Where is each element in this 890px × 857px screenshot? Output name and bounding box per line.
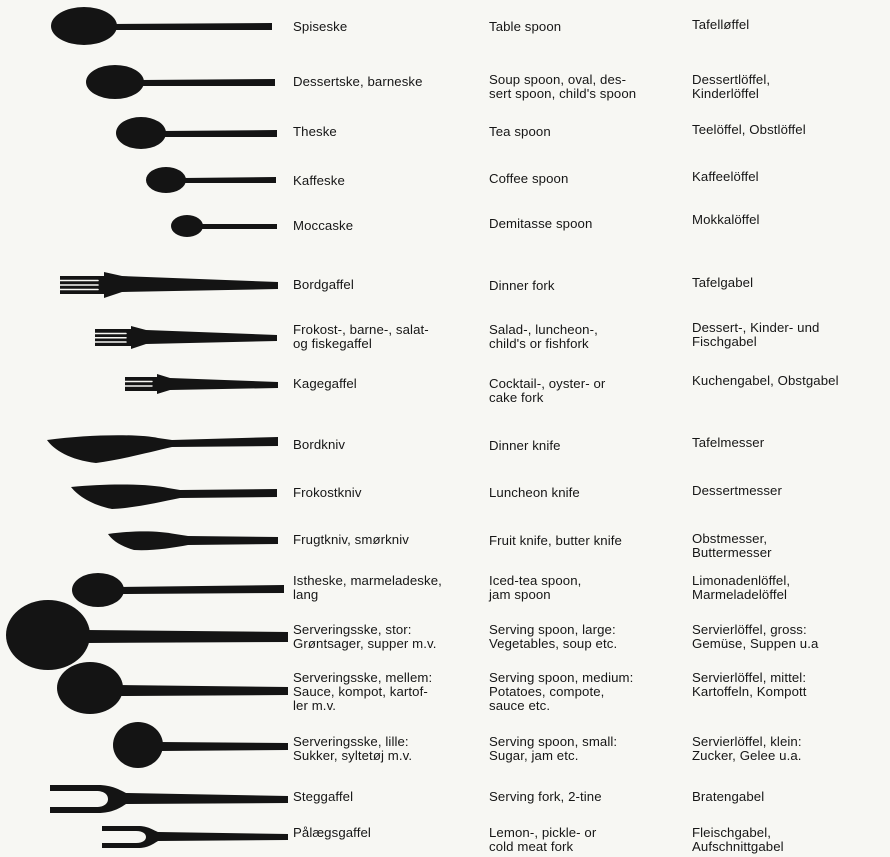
row-14-german: Servierlöffel, mittel: Kartoffeln, Kompott xyxy=(692,670,807,699)
medium-serving-spoon-drawing xyxy=(57,662,288,714)
row-15-english: Serving spoon, small: Sugar, jam etc. xyxy=(489,734,618,763)
row-4-german: Kaffeelöffel xyxy=(692,169,759,184)
row-15-german: Servierlöffel, klein: Zucker, Gelee u.a. xyxy=(692,734,802,763)
dessert-spoon-drawing xyxy=(86,65,275,99)
row-13-danish: Serveringsske, stor: Grøntsager, supper m.v. xyxy=(293,622,437,651)
row-7-danish: Frokost-, barne-, salat- og fiskegaffel xyxy=(293,322,429,351)
row-11-danish: Frugtkniv, smørkniv xyxy=(293,532,409,547)
row-8-german: Kuchengabel, Obstgabel xyxy=(692,373,839,388)
row-10-english: Luncheon knife xyxy=(489,485,580,500)
salad-fork-drawing xyxy=(93,326,277,349)
row-14-danish: Serveringsske, mellem: Sauce, kompot, kartof- ler m.v. xyxy=(293,670,433,713)
row-6-german: Tafelgabel xyxy=(692,275,754,290)
row-3-danish: Theske xyxy=(293,124,337,139)
row-4-english: Coffee spoon xyxy=(489,171,569,186)
row-16-danish: Steggaffel xyxy=(293,789,354,804)
dinner-knife-drawing xyxy=(47,435,278,463)
row-5-german: Mokkalöffel xyxy=(692,212,760,227)
demitasse-spoon-drawing xyxy=(171,215,277,237)
row-9-german: Tafelmesser xyxy=(692,435,765,450)
row-13-english: Serving spoon, large: Vegetables, soup etc. xyxy=(489,622,618,651)
coffee-spoon-drawing xyxy=(146,167,276,193)
cold-meat-fork-drawing xyxy=(102,826,288,848)
row-8-danish: Kagegaffel xyxy=(293,376,357,391)
row-16-german: Bratengabel xyxy=(692,789,765,804)
row-16-english: Serving fork, 2-tine xyxy=(489,789,602,804)
row-14-english: Serving spoon, medium: Potatoes, compote, sauce etc. xyxy=(489,670,634,713)
fruit-knife-drawing xyxy=(108,531,278,550)
row-7-english: Salad-, luncheon-, child's or fishfork xyxy=(489,322,598,351)
row-10-german: Dessertmesser xyxy=(692,483,782,498)
small-serving-spoon-drawing xyxy=(113,722,288,768)
row-9-danish: Bordkniv xyxy=(293,437,346,452)
row-3-german: Teelöffel, Obstlöffel xyxy=(692,122,806,137)
row-2-german: Dessertlöffel, Kinderlöffel xyxy=(692,72,771,101)
row-13-german: Servierlöffel, gross: Gemüse, Suppen u.a xyxy=(692,622,819,651)
row-8-english: Cocktail-, oyster- or cake fork xyxy=(489,376,606,405)
row-17-danish: Pålægsgaffel xyxy=(293,825,371,840)
row-12-danish: Istheske, marmeladeske, lang xyxy=(293,573,442,602)
luncheon-knife-drawing xyxy=(71,484,277,509)
dinner-fork-drawing xyxy=(58,272,278,298)
row-17-english: Lemon-, pickle- or cold meat fork xyxy=(489,825,597,854)
large-serving-spoon-drawing xyxy=(6,600,288,670)
row-2-danish: Dessertske, barneske xyxy=(293,74,423,89)
row-6-danish: Bordgaffel xyxy=(293,277,354,292)
cake-fork-drawing xyxy=(123,374,278,394)
row-10-danish: Frokostkniv xyxy=(293,485,362,500)
row-1-english: Table spoon xyxy=(489,19,562,34)
row-5-english: Demitasse spoon xyxy=(489,216,593,231)
row-12-english: Iced-tea spoon, jam spoon xyxy=(489,573,582,602)
table-spoon-drawing xyxy=(51,7,272,45)
row-1-danish: Spiseske xyxy=(293,19,348,34)
row-7-german: Dessert-, Kinder- und Fischgabel xyxy=(692,320,820,349)
row-15-danish: Serveringsske, lille: Sukker, syltetøj m.v. xyxy=(293,734,413,763)
row-11-german: Obstmesser, Buttermesser xyxy=(692,531,772,560)
serving-fork-2-tine-drawing xyxy=(50,785,288,813)
row-2-english: Soup spoon, oval, des- sert spoon, child's spoon xyxy=(489,72,637,101)
iced-tea-spoon-drawing xyxy=(72,573,284,607)
row-12-german: Limonadenlöffel, Marmeladelöffel xyxy=(692,573,791,602)
row-9-english: Dinner knife xyxy=(489,438,561,453)
row-11-english: Fruit knife, butter knife xyxy=(489,533,622,548)
row-1-german: Tafelløffel xyxy=(692,17,750,32)
row-17-german: Fleischgabel, Aufschnittgabel xyxy=(692,825,784,854)
row-5-danish: Moccaske xyxy=(293,218,354,233)
row-6-english: Dinner fork xyxy=(489,278,555,293)
tea-spoon-drawing xyxy=(116,117,277,149)
row-4-danish: Kaffeske xyxy=(293,173,345,188)
row-3-english: Tea spoon xyxy=(489,124,551,139)
